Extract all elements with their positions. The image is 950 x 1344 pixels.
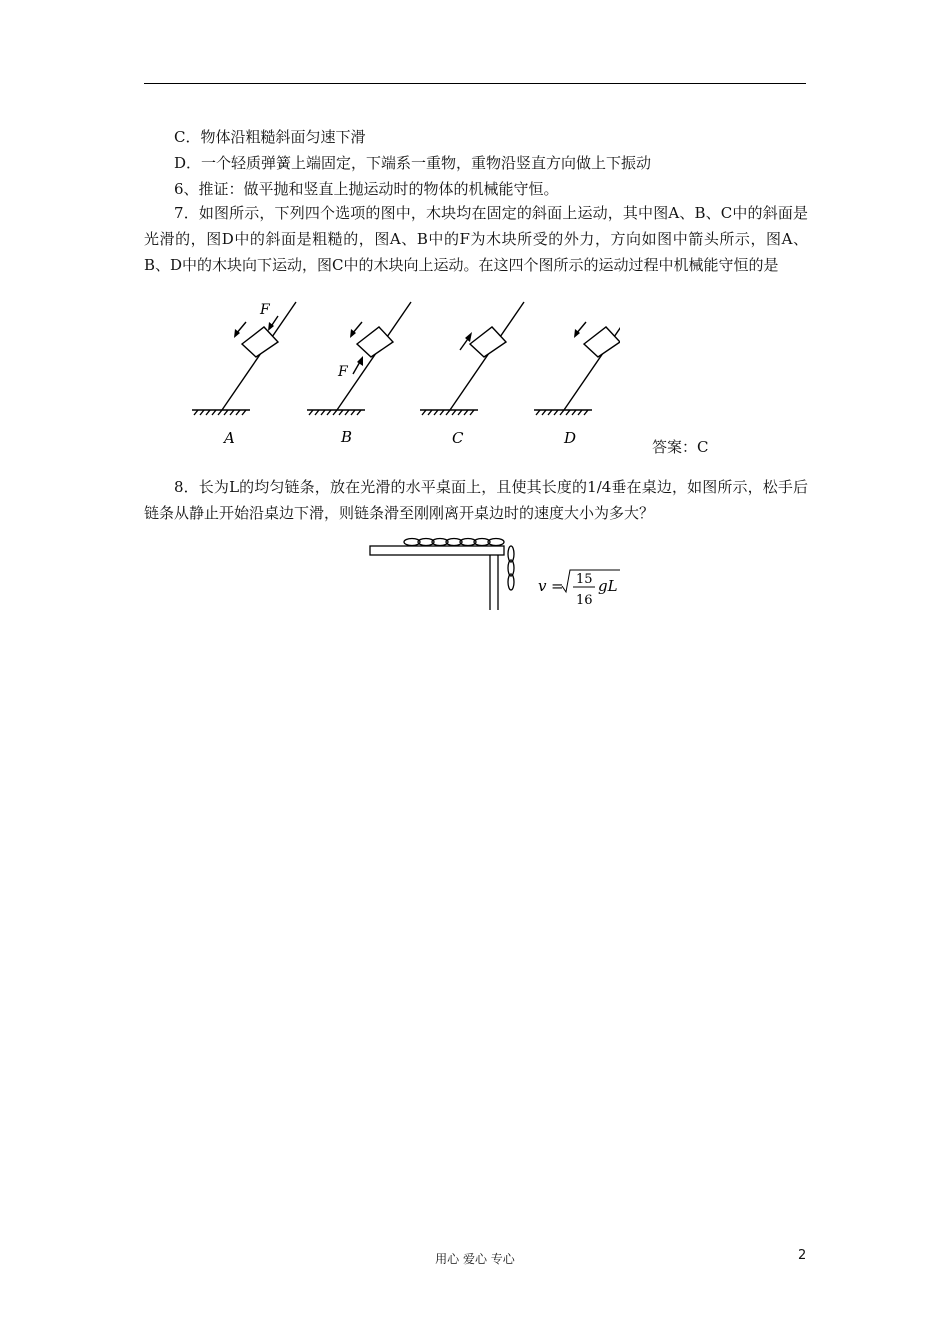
option-c-line: C．物体沿粗糙斜面匀速下滑 bbox=[174, 128, 366, 146]
formula-denominator: 16 bbox=[576, 593, 593, 608]
incline-figures bbox=[180, 296, 620, 456]
force-label-b: F bbox=[338, 364, 348, 380]
question-8-text: 8．长为L的均匀链条，放在光滑的水平桌面上，且使其长度的1/4垂在桌边，如图所示，松手后链条从静止开始沿桌边下滑，则链条滑至刚刚离开桌边时的速度大小为多大？ bbox=[144, 478, 808, 522]
option-d-line: D．一个轻质弹簧上端固定，下端系一重物，重物沿竖直方向做上下振动 bbox=[174, 154, 652, 172]
footer-slogan: 用心 爱心 专心 bbox=[435, 1252, 515, 1266]
formula-gl: gL bbox=[598, 577, 618, 595]
header-rule bbox=[144, 83, 806, 84]
figure-label-a: A bbox=[224, 429, 235, 447]
formula-equals: = bbox=[551, 577, 564, 595]
question-7-answer: 答案：C bbox=[652, 438, 709, 456]
figure-label-d: D bbox=[564, 429, 577, 447]
figure-label-c: C bbox=[452, 429, 464, 447]
formula-v: v bbox=[538, 577, 547, 595]
chain-table-figure bbox=[366, 534, 626, 614]
question-6: 6、推证：做平抛和竖直上抛运动时的物体的机械能守恒。 bbox=[174, 180, 559, 198]
formula-numerator: 15 bbox=[576, 572, 593, 587]
figure-label-b: B bbox=[341, 428, 353, 446]
question-7-text: 7．如图所示，下列四个选项的图中，木块均在固定的斜面上运动，其中图A、B、C中的斜面是光滑的，图D中的斜面是粗糙的，图A、B中的F为木块所受的外力，方向如图中箭头所示，图A、B、D中的木块向下运动，图C中的木块向上运动。在这四个图所示的运动过程中机械能守恒的是 bbox=[144, 204, 808, 274]
page-number: 2 bbox=[798, 1248, 807, 1263]
force-label-a: F bbox=[260, 302, 270, 318]
